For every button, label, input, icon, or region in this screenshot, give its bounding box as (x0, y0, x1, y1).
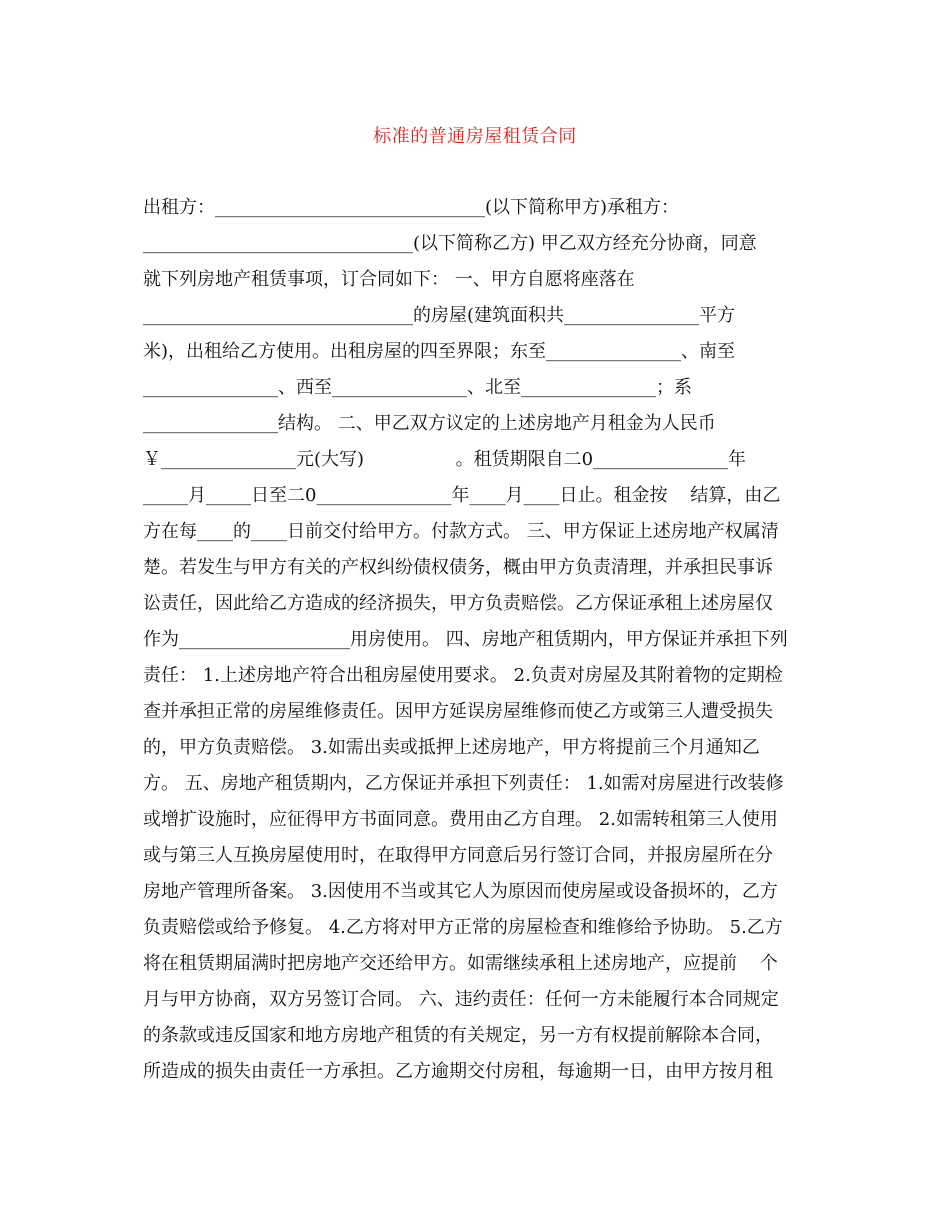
body-line: ______________________________的房屋(建筑面积共_______________平方 (143, 305, 736, 326)
body-line: 所造成的损失由责任一方承担。乙方逾期交付房租，每逾期一日，由甲方按月租 (143, 1061, 773, 1082)
body-line: 就下列房地产租赁事项，订合同如下： 一、甲方自愿将座落在 (143, 269, 635, 290)
body-line: 或增扩设施时，应征得甲方书面同意。费用由乙方自理。 2.如需转租第三人使用 (143, 809, 778, 830)
body-line: 讼责任，因此给乙方造成的经济损失，甲方负责赔偿。乙方保证承租上述房屋仅 (143, 593, 773, 614)
body-line: 出租方：______________________________(以下简称甲方)承租方： (143, 197, 680, 218)
body-line: 房地产管理所备案。 3.因使用不当或其它人为原因而使房屋或设备损坏的，乙方 (143, 881, 778, 902)
body-line: 的条款或违反国家和地方房地产租赁的有关规定，另一方有权提前解除本合同， (143, 1025, 773, 1046)
contract-body (143, 190, 808, 1090)
document-title: 标准的普通房屋租赁合同 (373, 126, 577, 147)
body-line: ￥_______________元(大写) 。租赁期限自二0_______________年 (143, 449, 747, 470)
body-line: 的，甲方负责赔偿。 3.如需出卖或抵押上述房地产，甲方将提前三个月通知乙 (143, 737, 760, 758)
body-line: 作为___________________用房使用。 四、房地产租赁期内，甲方保证并承担下列 (143, 629, 788, 650)
body-line: 月与甲方协商，双方另签订合同。 六、违约责任：任何一方未能履行本合同规定 (143, 989, 779, 1010)
body-line: _______________结构。 二、甲乙双方议定的上述房地产月租金为人民币 (143, 413, 716, 434)
body-line: 负责赔偿或给予修复。 4.乙方将对甲方正常的房屋检查和维修给予协助。 5.乙方 (143, 917, 783, 938)
body-line: _______________、西至_______________、北至_______________；系 (143, 377, 692, 398)
body-line: 或与第三人互换房屋使用时，在取得甲方同意后另行签订合同，并报房屋所在分 (143, 845, 773, 866)
body-line: 查并承担正常的房屋维修责任。因甲方延误房屋维修而使乙方或第三人遭受损失 (143, 701, 773, 722)
body-line: 方在每____的____日前交付给甲方。付款方式。 三、甲方保证上述房地产权属清 (143, 521, 779, 542)
body-line: ______________________________(以下简称乙方) 甲乙双方经充分协商，同意 (143, 233, 757, 254)
body-line: 楚。若发生与甲方有关的产权纠纷债权债务，概由甲方负责清理，并承担民事诉 (143, 557, 773, 578)
body-line: 将在租赁期届满时把房地产交还给甲方。如需继续承租上述房地产，应提前 个 (143, 953, 778, 974)
body-line: 米)，出租给乙方使用。出租房屋的四至界限；东至_______________、南至 (143, 341, 736, 362)
body-line: 方。 五、房地产租赁期内，乙方保证并承担下列责任： 1.如需对房屋进行改装修 (143, 773, 784, 794)
body-line: 责任： 1.上述房地产符合出租房屋使用要求。 2.负责对房屋及其附着物的定期检 (143, 665, 783, 686)
body-line: _____月_____日至二0_______________年____月____日止。租金按 结算，由乙 (143, 485, 781, 506)
